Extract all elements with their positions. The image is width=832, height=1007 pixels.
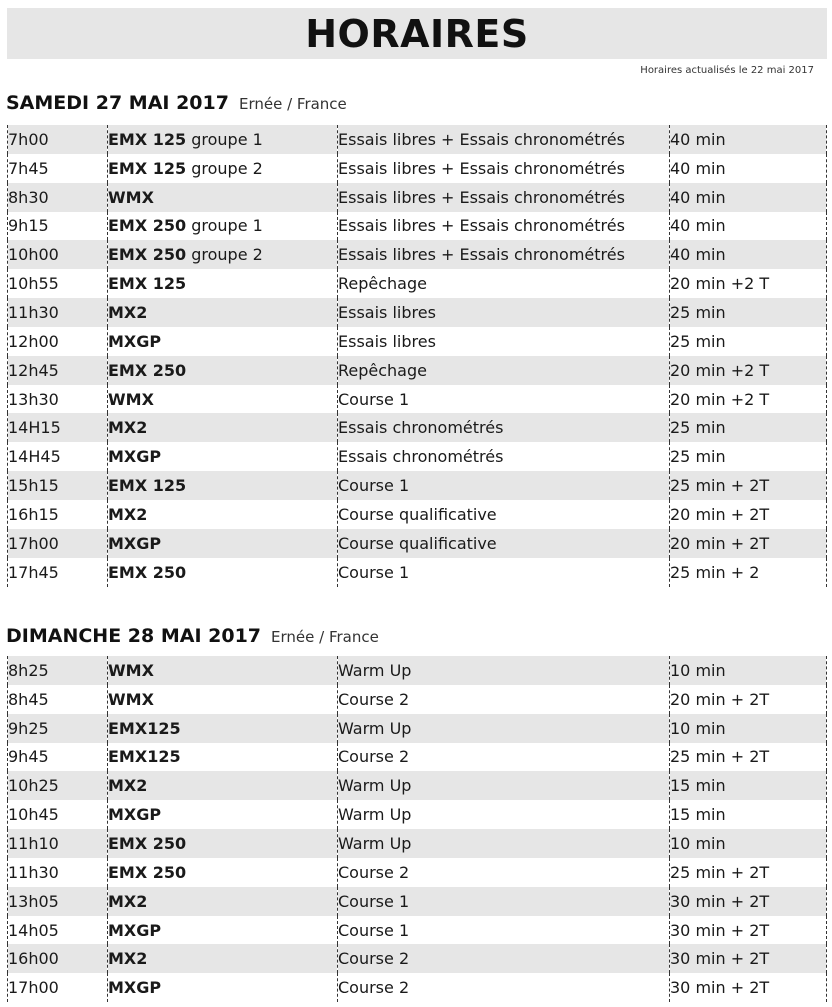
event-cell: Course 2 — [338, 685, 670, 714]
category-cell — [108, 800, 338, 829]
event-cell: Warm Up — [338, 714, 670, 743]
time-cell: 7h00 — [8, 125, 108, 154]
day-location: Ernée / France — [238, 95, 347, 113]
table-row — [8, 471, 827, 500]
time-cell: 8h25 — [8, 656, 108, 685]
duration-cell: 25 min — [670, 413, 827, 442]
category-name: EMX125 — [108, 718, 181, 738]
table-row — [8, 442, 827, 471]
time-cell: 14H15 — [8, 413, 108, 442]
table-row — [8, 356, 827, 385]
duration-cell: 30 min + 2T — [670, 887, 827, 916]
category-name: MXGP — [108, 533, 162, 553]
category-name: EMX 250 — [108, 216, 187, 236]
time-cell: 17h00 — [8, 529, 108, 558]
event-cell: Warm Up — [338, 800, 670, 829]
event-cell: Course 2 — [338, 858, 670, 887]
time-cell: 11h10 — [8, 829, 108, 858]
event-cell: Course 2 — [338, 973, 670, 1002]
duration-cell: 40 min — [670, 154, 827, 183]
category-name: MX2 — [108, 891, 148, 911]
time-cell: 10h55 — [8, 269, 108, 298]
category-name: EMX 250 — [108, 562, 187, 582]
event-cell: Course 1 — [338, 887, 670, 916]
table-row — [8, 125, 827, 154]
category-group: groupe 1 — [186, 216, 263, 236]
event-cell: Course qualificative — [338, 500, 670, 529]
duration-cell: 15 min — [670, 771, 827, 800]
event-cell: Course 2 — [338, 944, 670, 973]
time-cell: 16h00 — [8, 944, 108, 973]
category-cell — [108, 858, 338, 887]
table-row — [8, 500, 827, 529]
category-name: MX2 — [108, 418, 148, 438]
time-cell: 14h05 — [8, 916, 108, 945]
table-row — [8, 829, 827, 858]
event-cell: Course qualificative — [338, 529, 670, 558]
table-row — [8, 858, 827, 887]
category-cell — [108, 183, 338, 212]
category-cell — [108, 327, 338, 356]
category-cell — [108, 125, 338, 154]
title-bar — [7, 8, 827, 59]
table-row — [8, 240, 827, 269]
category-name: EMX 125 — [108, 129, 187, 149]
category-name: MXGP — [108, 331, 162, 351]
event-cell: Course 1 — [338, 471, 670, 500]
category-name: EMX 250 — [108, 862, 187, 882]
category-group: groupe 1 — [186, 129, 263, 149]
event-cell: Warm Up — [338, 771, 670, 800]
table-row — [8, 800, 827, 829]
time-cell: 10h00 — [8, 240, 108, 269]
duration-cell: 20 min + 2T — [670, 500, 827, 529]
category-name: WMX — [108, 660, 154, 680]
table-row — [8, 656, 827, 685]
event-cell: Essais libres + Essais chronométrés — [338, 212, 670, 241]
category-cell — [108, 471, 338, 500]
category-cell — [108, 154, 338, 183]
table-row — [8, 212, 827, 241]
duration-cell: 30 min + 2T — [670, 973, 827, 1002]
duration-cell: 25 min — [670, 327, 827, 356]
time-cell: 16h15 — [8, 500, 108, 529]
category-name: MX2 — [108, 949, 148, 969]
event-cell: Essais libres + Essais chronométrés — [338, 240, 670, 269]
category-name: EMX 125 — [108, 274, 187, 294]
day-title: DIMANCHE 28 MAI 2017 — [6, 625, 262, 647]
table-row — [8, 413, 827, 442]
time-cell: 12h45 — [8, 356, 108, 385]
duration-cell: 40 min — [670, 240, 827, 269]
duration-cell: 20 min +2 T — [670, 356, 827, 385]
category-cell — [108, 973, 338, 1002]
table-row — [8, 269, 827, 298]
table-row — [8, 714, 827, 743]
event-cell: Repêchage — [338, 356, 670, 385]
table-row — [8, 973, 827, 1002]
category-name: MXGP — [108, 805, 162, 825]
table-row — [8, 529, 827, 558]
category-cell — [108, 916, 338, 945]
category-cell — [108, 714, 338, 743]
category-name: MX2 — [108, 776, 148, 796]
time-cell: 9h25 — [8, 714, 108, 743]
time-cell: 15h15 — [8, 471, 108, 500]
duration-cell: 30 min + 2T — [670, 944, 827, 973]
page-title: HORAIRES — [305, 11, 529, 56]
category-name: EMX125 — [108, 747, 181, 767]
category-cell — [108, 529, 338, 558]
category-group: groupe 2 — [186, 245, 263, 265]
time-cell: 9h15 — [8, 212, 108, 241]
time-cell: 12h00 — [8, 327, 108, 356]
duration-cell: 25 min + 2 — [670, 558, 827, 587]
duration-cell: 25 min + 2T — [670, 858, 827, 887]
table-row — [8, 385, 827, 414]
day-heading-sunday — [6, 625, 379, 651]
category-name: MX2 — [108, 302, 148, 322]
duration-cell: 25 min + 2T — [670, 471, 827, 500]
event-cell: Essais libres + Essais chronométrés — [338, 183, 670, 212]
duration-cell: 30 min + 2T — [670, 916, 827, 945]
time-cell: 14H45 — [8, 442, 108, 471]
time-cell: 11h30 — [8, 858, 108, 887]
category-cell — [108, 829, 338, 858]
duration-cell: 10 min — [670, 714, 827, 743]
table-row — [8, 327, 827, 356]
category-cell — [108, 656, 338, 685]
duration-cell: 40 min — [670, 183, 827, 212]
category-cell — [108, 298, 338, 327]
category-name: WMX — [108, 389, 154, 409]
event-cell: Essais libres — [338, 327, 670, 356]
duration-cell: 40 min — [670, 212, 827, 241]
duration-cell: 25 min — [670, 298, 827, 327]
duration-cell: 15 min — [670, 800, 827, 829]
category-cell — [108, 743, 338, 772]
category-cell — [108, 500, 338, 529]
category-cell — [108, 558, 338, 587]
category-name: MXGP — [108, 920, 162, 940]
category-cell — [108, 685, 338, 714]
table-row — [8, 183, 827, 212]
day-location: Ernée / France — [271, 628, 379, 646]
time-cell: 10h25 — [8, 771, 108, 800]
event-cell: Warm Up — [338, 656, 670, 685]
category-name: EMX 125 — [108, 476, 187, 496]
table-row — [8, 771, 827, 800]
event-cell: Essais libres + Essais chronométrés — [338, 154, 670, 183]
event-cell: Repêchage — [338, 269, 670, 298]
category-cell — [108, 771, 338, 800]
schedule-table-sunday — [7, 656, 827, 1002]
duration-cell: 40 min — [670, 125, 827, 154]
time-cell: 9h45 — [8, 743, 108, 772]
category-cell — [108, 212, 338, 241]
time-cell: 13h05 — [8, 887, 108, 916]
day-heading-saturday — [6, 92, 347, 118]
table-row — [8, 298, 827, 327]
table-row — [8, 887, 827, 916]
time-cell: 11h30 — [8, 298, 108, 327]
category-name: EMX 250 — [108, 360, 187, 380]
category-name: EMX 125 — [108, 158, 187, 178]
duration-cell: 25 min + 2T — [670, 743, 827, 772]
duration-cell: 20 min +2 T — [670, 269, 827, 298]
duration-cell: 20 min + 2T — [670, 529, 827, 558]
duration-cell: 20 min +2 T — [670, 385, 827, 414]
event-cell: Course 2 — [338, 743, 670, 772]
category-group: groupe 2 — [186, 158, 263, 178]
event-cell: Warm Up — [338, 829, 670, 858]
category-cell — [108, 240, 338, 269]
time-cell: 8h30 — [8, 183, 108, 212]
update-note: Horaires actualisés le 22 mai 2017 — [640, 65, 814, 76]
table-row — [8, 154, 827, 183]
category-name: WMX — [108, 689, 154, 709]
event-cell: Essais chronométrés — [338, 413, 670, 442]
duration-cell: 25 min — [670, 442, 827, 471]
event-cell: Essais libres + Essais chronométrés — [338, 125, 670, 154]
duration-cell: 10 min — [670, 829, 827, 858]
duration-cell: 10 min — [670, 656, 827, 685]
table-row — [8, 685, 827, 714]
event-cell: Course 1 — [338, 916, 670, 945]
category-name: EMX 250 — [108, 245, 187, 265]
category-cell — [108, 442, 338, 471]
table-row — [8, 558, 827, 587]
time-cell: 7h45 — [8, 154, 108, 183]
schedule-table-saturday — [7, 125, 827, 587]
category-name: MX2 — [108, 504, 148, 524]
time-cell: 17h45 — [8, 558, 108, 587]
time-cell: 13h30 — [8, 385, 108, 414]
event-cell: Essais libres — [338, 298, 670, 327]
table-row — [8, 944, 827, 973]
category-name: MXGP — [108, 978, 162, 998]
table-row — [8, 743, 827, 772]
day-title: SAMEDI 27 MAI 2017 — [6, 92, 229, 114]
category-cell — [108, 413, 338, 442]
time-cell: 8h45 — [8, 685, 108, 714]
time-cell: 17h00 — [8, 973, 108, 1002]
category-cell — [108, 944, 338, 973]
category-cell — [108, 385, 338, 414]
category-cell — [108, 269, 338, 298]
time-cell: 10h45 — [8, 800, 108, 829]
event-cell: Essais chronométrés — [338, 442, 670, 471]
duration-cell: 20 min + 2T — [670, 685, 827, 714]
category-name: EMX 250 — [108, 833, 187, 853]
category-cell — [108, 887, 338, 916]
table-row — [8, 916, 827, 945]
category-name: MXGP — [108, 447, 162, 467]
category-name: WMX — [108, 187, 154, 207]
category-cell — [108, 356, 338, 385]
event-cell: Course 1 — [338, 385, 670, 414]
event-cell: Course 1 — [338, 558, 670, 587]
